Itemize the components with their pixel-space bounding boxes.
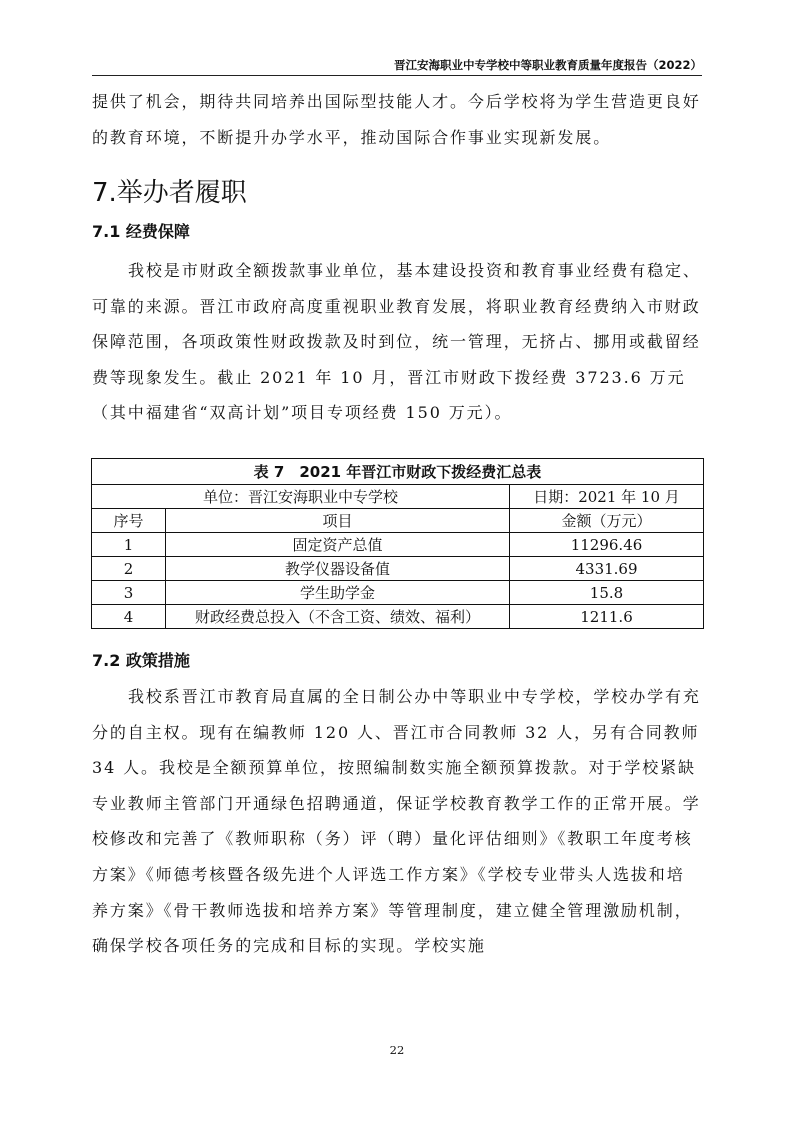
table-date: 日期：2021 年 10 月 <box>510 485 704 509</box>
subsection-title-policy: 7.2 政策措施 <box>92 651 190 670</box>
table-row <box>92 557 704 581</box>
table-row <box>92 605 704 629</box>
subsection-title-funding: 7.1 经费保障 <box>92 222 190 241</box>
row-index: 4 <box>92 605 166 629</box>
column-header-index: 序号 <box>92 509 166 533</box>
row-amount: 15.8 <box>510 581 704 605</box>
table-header-row <box>92 509 704 533</box>
page-number: 22 <box>389 1043 405 1057</box>
funding-paragraph: 我校是市财政全额拨款事业单位，基本建设投资和教育事业经费有稳定、可靠的来源。晋江市政府高度重视职业教育发展，将职业教育经费纳入市财政保障范围，各项政策性财政拨款及时到位，统一管理，无挤占、挪用或截留经费等现象发生。截止 2021 年 10 月，晋江市财政下拨经费 3723.6 万元（其中福建省“双高计划”项目专项经费 150 万元）。 <box>92 261 701 423</box>
section-title: 7.举办者履职 <box>92 178 247 208</box>
header-divider <box>92 75 702 76</box>
policy-paragraph: 我校系晋江市教育局直属的全日制公办中等职业中专学校，学校办学有充分的自主权。现有在编教师 120 人、晋江市合同教师 32 人，另有合同教师 34 人。我校是全额预算单位，按照编制数实施全额预算拨款。对于学校紧缺专业教师主管部门开通绿色招聘通道，保证学校教育教学工作的正常开展。学校修改和完善了《教师职称（务）评（聘）量化评估细则》《教职工年度考核方案》《师德考核暨各级先进个人评选工作方案》《学校专业带头人选拔和培养方案》《骨干教师选拔和培养方案》等管理制度，建立健全管理激励机制，确保学校各项任务的完成和目标的实现。学校实施 <box>92 687 701 956</box>
row-index: 1 <box>92 533 166 557</box>
row-amount: 4331.69 <box>510 557 704 581</box>
row-item: 教学仪器设备值 <box>166 557 510 581</box>
row-amount: 11296.46 <box>510 533 704 557</box>
column-header-amount: 金额（万元） <box>510 509 704 533</box>
table-caption: 表 7 2021 年晋江市财政下拨经费汇总表 <box>92 459 704 485</box>
row-item: 学生助学金 <box>166 581 510 605</box>
intro-paragraph: 提供了机会，期待共同培养出国际型技能人才。今后学校将为学生营造更良好的教育环境，不断提升办学水平，推动国际合作事业实现新发展。 <box>92 92 701 147</box>
table-unit: 单位：晋江安海职业中专学校 <box>92 485 510 509</box>
row-index: 2 <box>92 557 166 581</box>
table-row <box>92 533 704 557</box>
row-index: 3 <box>92 581 166 605</box>
table-caption-row <box>92 459 704 485</box>
row-item: 财政经费总投入（不含工资、绩效、福利） <box>166 605 510 629</box>
column-header-item: 项目 <box>166 509 510 533</box>
table-meta-row <box>92 485 704 509</box>
table-row <box>92 581 704 605</box>
row-item: 固定资产总值 <box>166 533 510 557</box>
running-header: 晋江安海职业中专学校中等职业教育质量年度报告（2022） <box>393 58 702 72</box>
row-amount: 1211.6 <box>510 605 704 629</box>
funding-table <box>91 458 704 629</box>
